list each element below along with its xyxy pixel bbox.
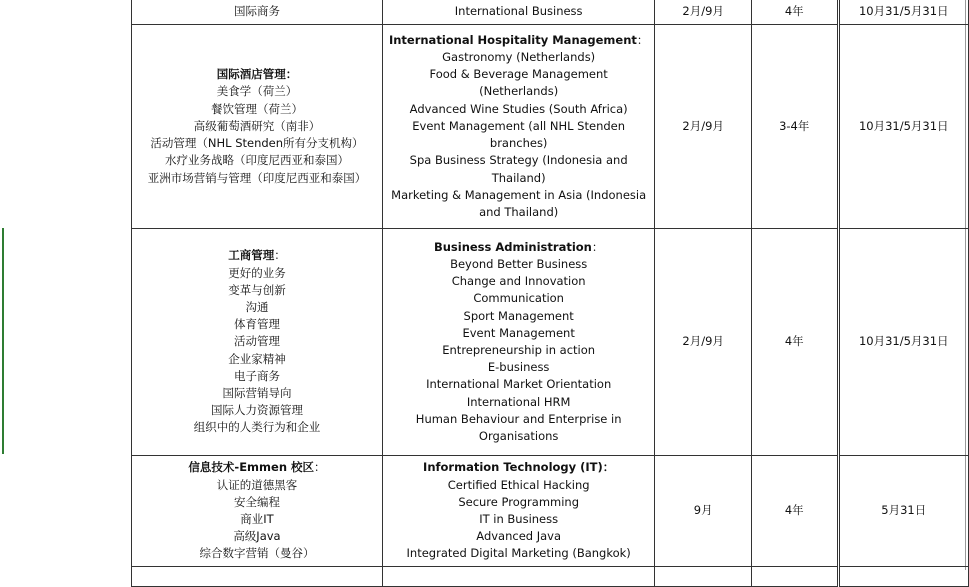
en-specialization: Advanced Java [476,529,562,544]
zh-specialization: 高级Java [233,529,281,544]
zh-specialization: 美食学（荷兰） [216,84,298,99]
cell-intake: 2月/9月 [655,229,752,456]
table-row [132,229,969,456]
en-specialization: Certified Ethical Hacking [447,477,590,492]
en-specialization: Integrated Digital Marketing (Bangkok) [406,546,631,561]
cell-deadline: 10月31/5月31日 [838,229,968,456]
table-row [132,25,969,229]
cell-duration: 4年 [751,456,838,567]
table-row [132,456,969,567]
cell-duration: 4年 [751,0,838,25]
zh-specialization: 餐饮管理（荷兰） [210,101,303,116]
en-program-title: International Business [454,4,583,19]
cell-en-program [382,0,654,25]
zh-specialization: 认证的道德黑客 [216,477,298,492]
en-program-title: Business Administration [433,239,592,254]
zh-specialization: 国际人力资源管理 [210,403,303,418]
en-specialization: Human Behaviour and Enterprise in Organisations [415,411,622,444]
table-row [132,0,969,25]
en-specialization: Communication [473,291,564,306]
en-program-title: Information Technology (IT)： [423,460,615,475]
zh-specialization: 国际营销导向 [222,386,292,400]
zh-program-title: 信息技术-Emmen 校区 [188,460,315,475]
cell-intake: 9月 [655,456,752,567]
cell-zh-program [132,456,383,567]
cell-duration: 3-4年 [751,25,838,229]
zh-specialization: 商业IT [240,512,274,526]
zh-specialization: 亚洲市场营销与管理（印度尼西亚和泰国） [147,170,367,185]
en-title-colon: ： [591,239,604,254]
en-specialization: Beyond Better Business [450,256,588,271]
cell-zh-program [132,25,383,229]
zh-program-title: 工商管理 [228,248,275,263]
en-specialization: International HRM [466,394,571,409]
zh-specialization: 更好的业务 [228,265,286,280]
en-specialization: Sport Management [463,308,574,323]
en-specialization: Event Management [462,325,575,340]
zh-program-title: 国际酒店管理： [216,67,298,82]
cell-en-program [382,25,654,229]
zh-specialization: 变革与创新 [228,282,286,297]
zh-program-title: 国际商务 [233,4,280,19]
zh-title-colon: ： [274,248,286,263]
cell-en-program [382,456,654,567]
cell-intake: 2月/9月 [655,25,752,229]
en-specialization: Event Management (all NHL Stenden branches) [412,118,626,151]
en-specialization: Gastronomy (Netherlands) [442,50,596,65]
zh-specialization: 活动管理（NHL Stenden所有分支机构） [150,136,364,151]
cell-zh-program [132,0,383,25]
zh-specialization: 活动管理 [233,334,280,349]
zh-specialization: 水疗业务战略（印度尼西亚和泰国） [164,153,349,168]
en-specialization: Change and Innovation [451,274,586,289]
en-specialization: Marketing & Management in Asia (Indonesia and Thailand) [391,187,647,219]
en-specialization: IT in Business [479,512,559,526]
cell-deadline: 5月31日 [838,456,968,567]
en-title-colon: ： [636,32,649,47]
cell-deadline: 10月31/5月31日 [838,0,968,25]
zh-specialization: 安全编程 [233,494,280,509]
programs-table [131,0,969,587]
cell-duration: 4年 [751,229,838,456]
en-program-title: International Hospitality Management [388,32,637,47]
zh-specialization: 组织中的人类行为和企业 [193,420,321,435]
zh-specialization: 企业家精神 [228,351,286,366]
zh-specialization: 沟通 [245,299,269,314]
en-specialization: Spa Business Strategy (Indonesia and Thailand) [409,153,628,185]
cell-intake: 2月/9月 [655,0,752,25]
green-margin-mark [2,228,4,454]
en-specialization: Entrepreneurship in action [442,343,596,357]
zh-specialization: 高级葡萄酒研究（南非） [193,118,321,133]
cell-en-program [382,229,654,456]
en-specialization: E-business [487,360,550,375]
en-specialization: Food & Beverage Management (Netherlands) [429,67,608,99]
cell-deadline: 10月31/5月31日 [838,25,968,229]
left-margin [0,0,131,570]
zh-specialization: 体育管理 [233,317,280,332]
zh-title-colon: ： [314,460,326,475]
zh-specialization: 综合数字营销（曼谷） [199,546,315,561]
en-specialization: Secure Programming [458,494,580,509]
en-specialization: Advanced Wine Studies (South Africa) [409,101,628,116]
en-specialization: International Market Orientation [426,377,612,392]
zh-specialization: 电子商务 [233,368,280,383]
cell-zh-program [132,229,383,456]
